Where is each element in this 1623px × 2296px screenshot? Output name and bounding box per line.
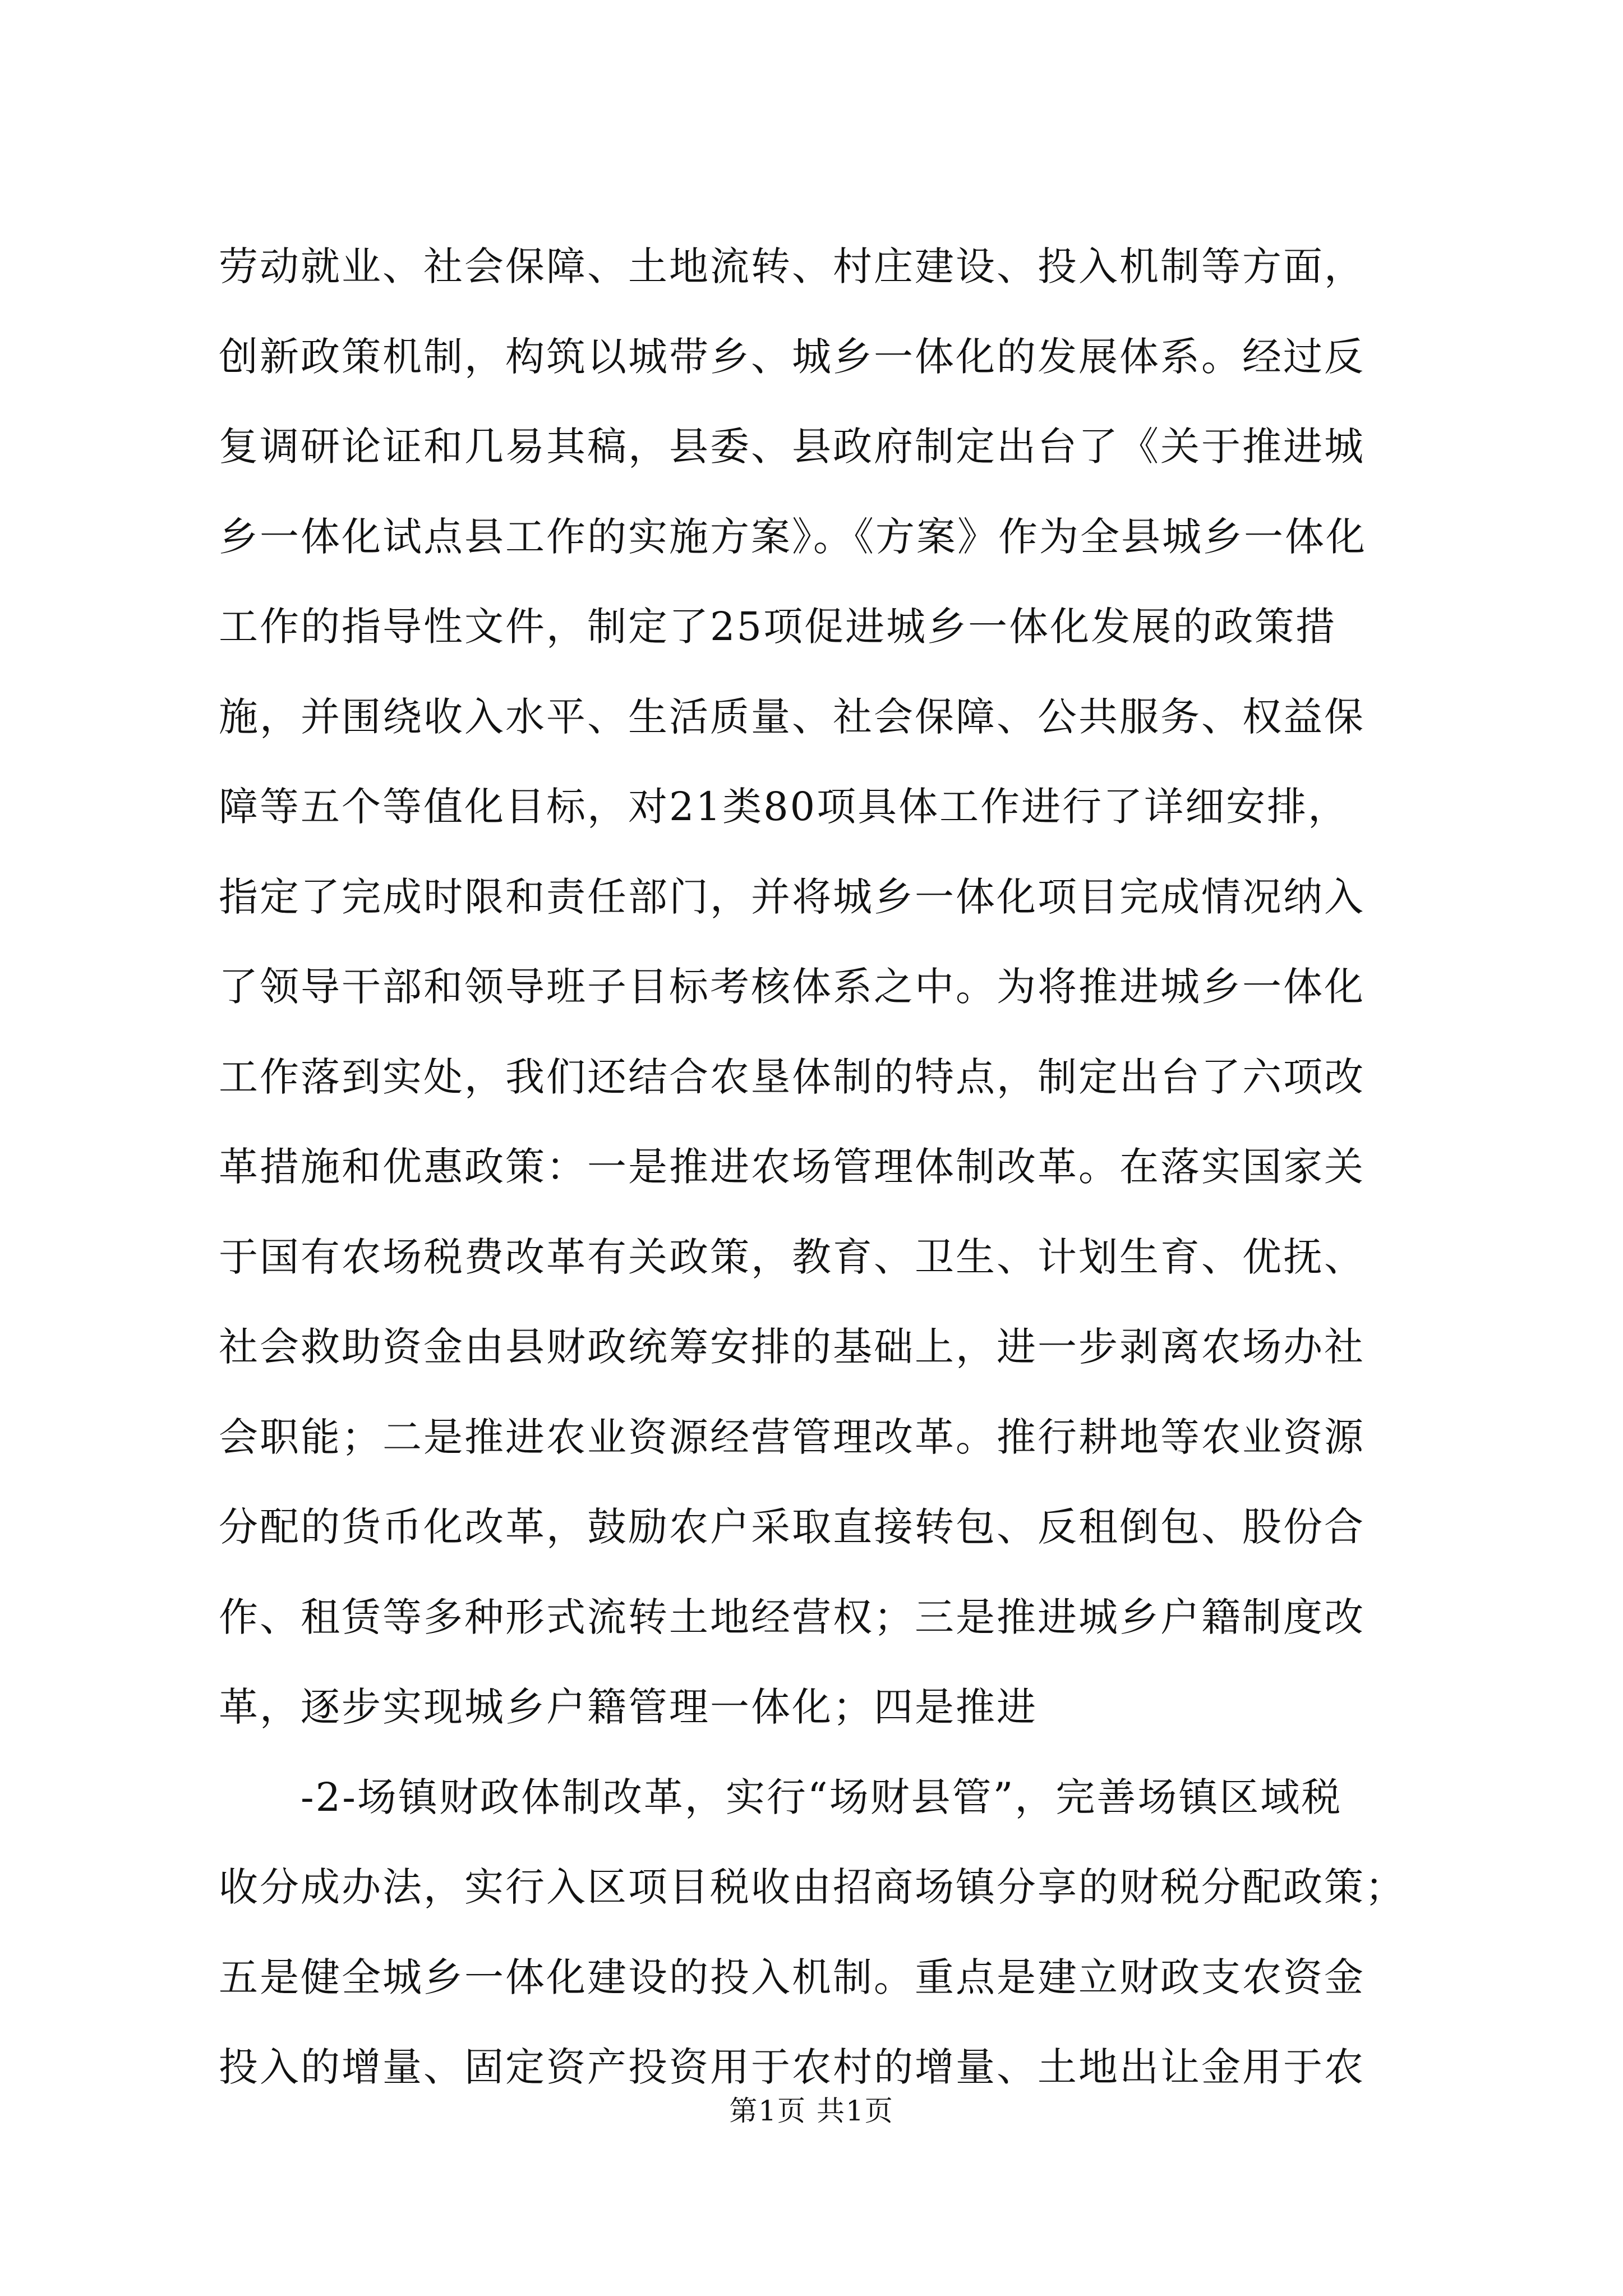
text-line: 投入的增量、固定资产投资用于农村的增量、土地出让金用于农 <box>219 2044 1365 2090</box>
text-line: 障等五个等值化目标，对21类80项具体工作进行了详细安排， <box>219 784 1349 830</box>
text-line: 工作落到实处，我们还结合农垦体制的特点，制定出台了六项改 <box>219 1053 1365 1100</box>
text-line: 工作的指导性文件，制定了25项促进城乡一体化发展的政策措 <box>219 604 1337 650</box>
text-line: 五是健全城乡一体化建设的投入机制。重点是建立财政支农资金 <box>219 1954 1365 2000</box>
text-line: 施，并围绕收入水平、生活质量、社会保障、公共服务、权益保 <box>219 693 1365 740</box>
text-line: 了领导干部和领导班子目标考核体系之中。为将推进城乡一体化 <box>219 964 1365 1010</box>
text-line: 会职能；二是推进农业资源经营管理改革。推行耕地等农业资源 <box>219 1414 1365 1460</box>
text-line: 社会救助资金由县财政统筹安排的基础上，进一步剥离农场办社 <box>219 1324 1365 1370</box>
text-line: 创新政策机制，构筑以城带乡、城乡一体化的发展体系。经过反 <box>219 333 1365 380</box>
text-line: 作、租赁等多种形式流转土地经营权；三是推进城乡户籍制度改 <box>219 1594 1365 1640</box>
text-line: 复调研论证和几易其稿，县委、县政府制定出台了《关于推进城 <box>219 424 1365 470</box>
text-line: 革，逐步实现城乡户籍管理一体化；四是推进 <box>219 1684 1038 1730</box>
text-line: 乡一体化试点县工作的实施方案》。《方案》作为全县城乡一体化 <box>219 513 1367 560</box>
text-line: 革措施和优惠政策：一是推进农场管理体制改革。在落实国家关 <box>219 1144 1365 1190</box>
page-number-label: 第1页 共1页 <box>729 2095 894 2127</box>
text-line: 于国有农场税费改革有关政策，教育、卫生、计划生育、优抚、 <box>219 1234 1365 1280</box>
text-line: 分配的货币化改革，鼓励农户采取直接转包、反租倒包、股份合 <box>219 1504 1365 1550</box>
text-line: 收分成办法，实行入区项目税收由招商场镇分享的财税分配政策； <box>219 1864 1406 1910</box>
body-paragraph <box>219 222 1430 2113</box>
text-line: 劳动就业、社会保障、土地流转、村庄建设、投入机制等方面， <box>219 243 1365 289</box>
text-line: 指定了完成时限和责任部门，并将城乡一体化项目完成情况纳入 <box>219 873 1365 920</box>
page-footer <box>0 2091 1623 2131</box>
text-line: -2-场镇财政体制改革，实行“场财县管”，完善场镇区域税 <box>219 1774 1343 1820</box>
